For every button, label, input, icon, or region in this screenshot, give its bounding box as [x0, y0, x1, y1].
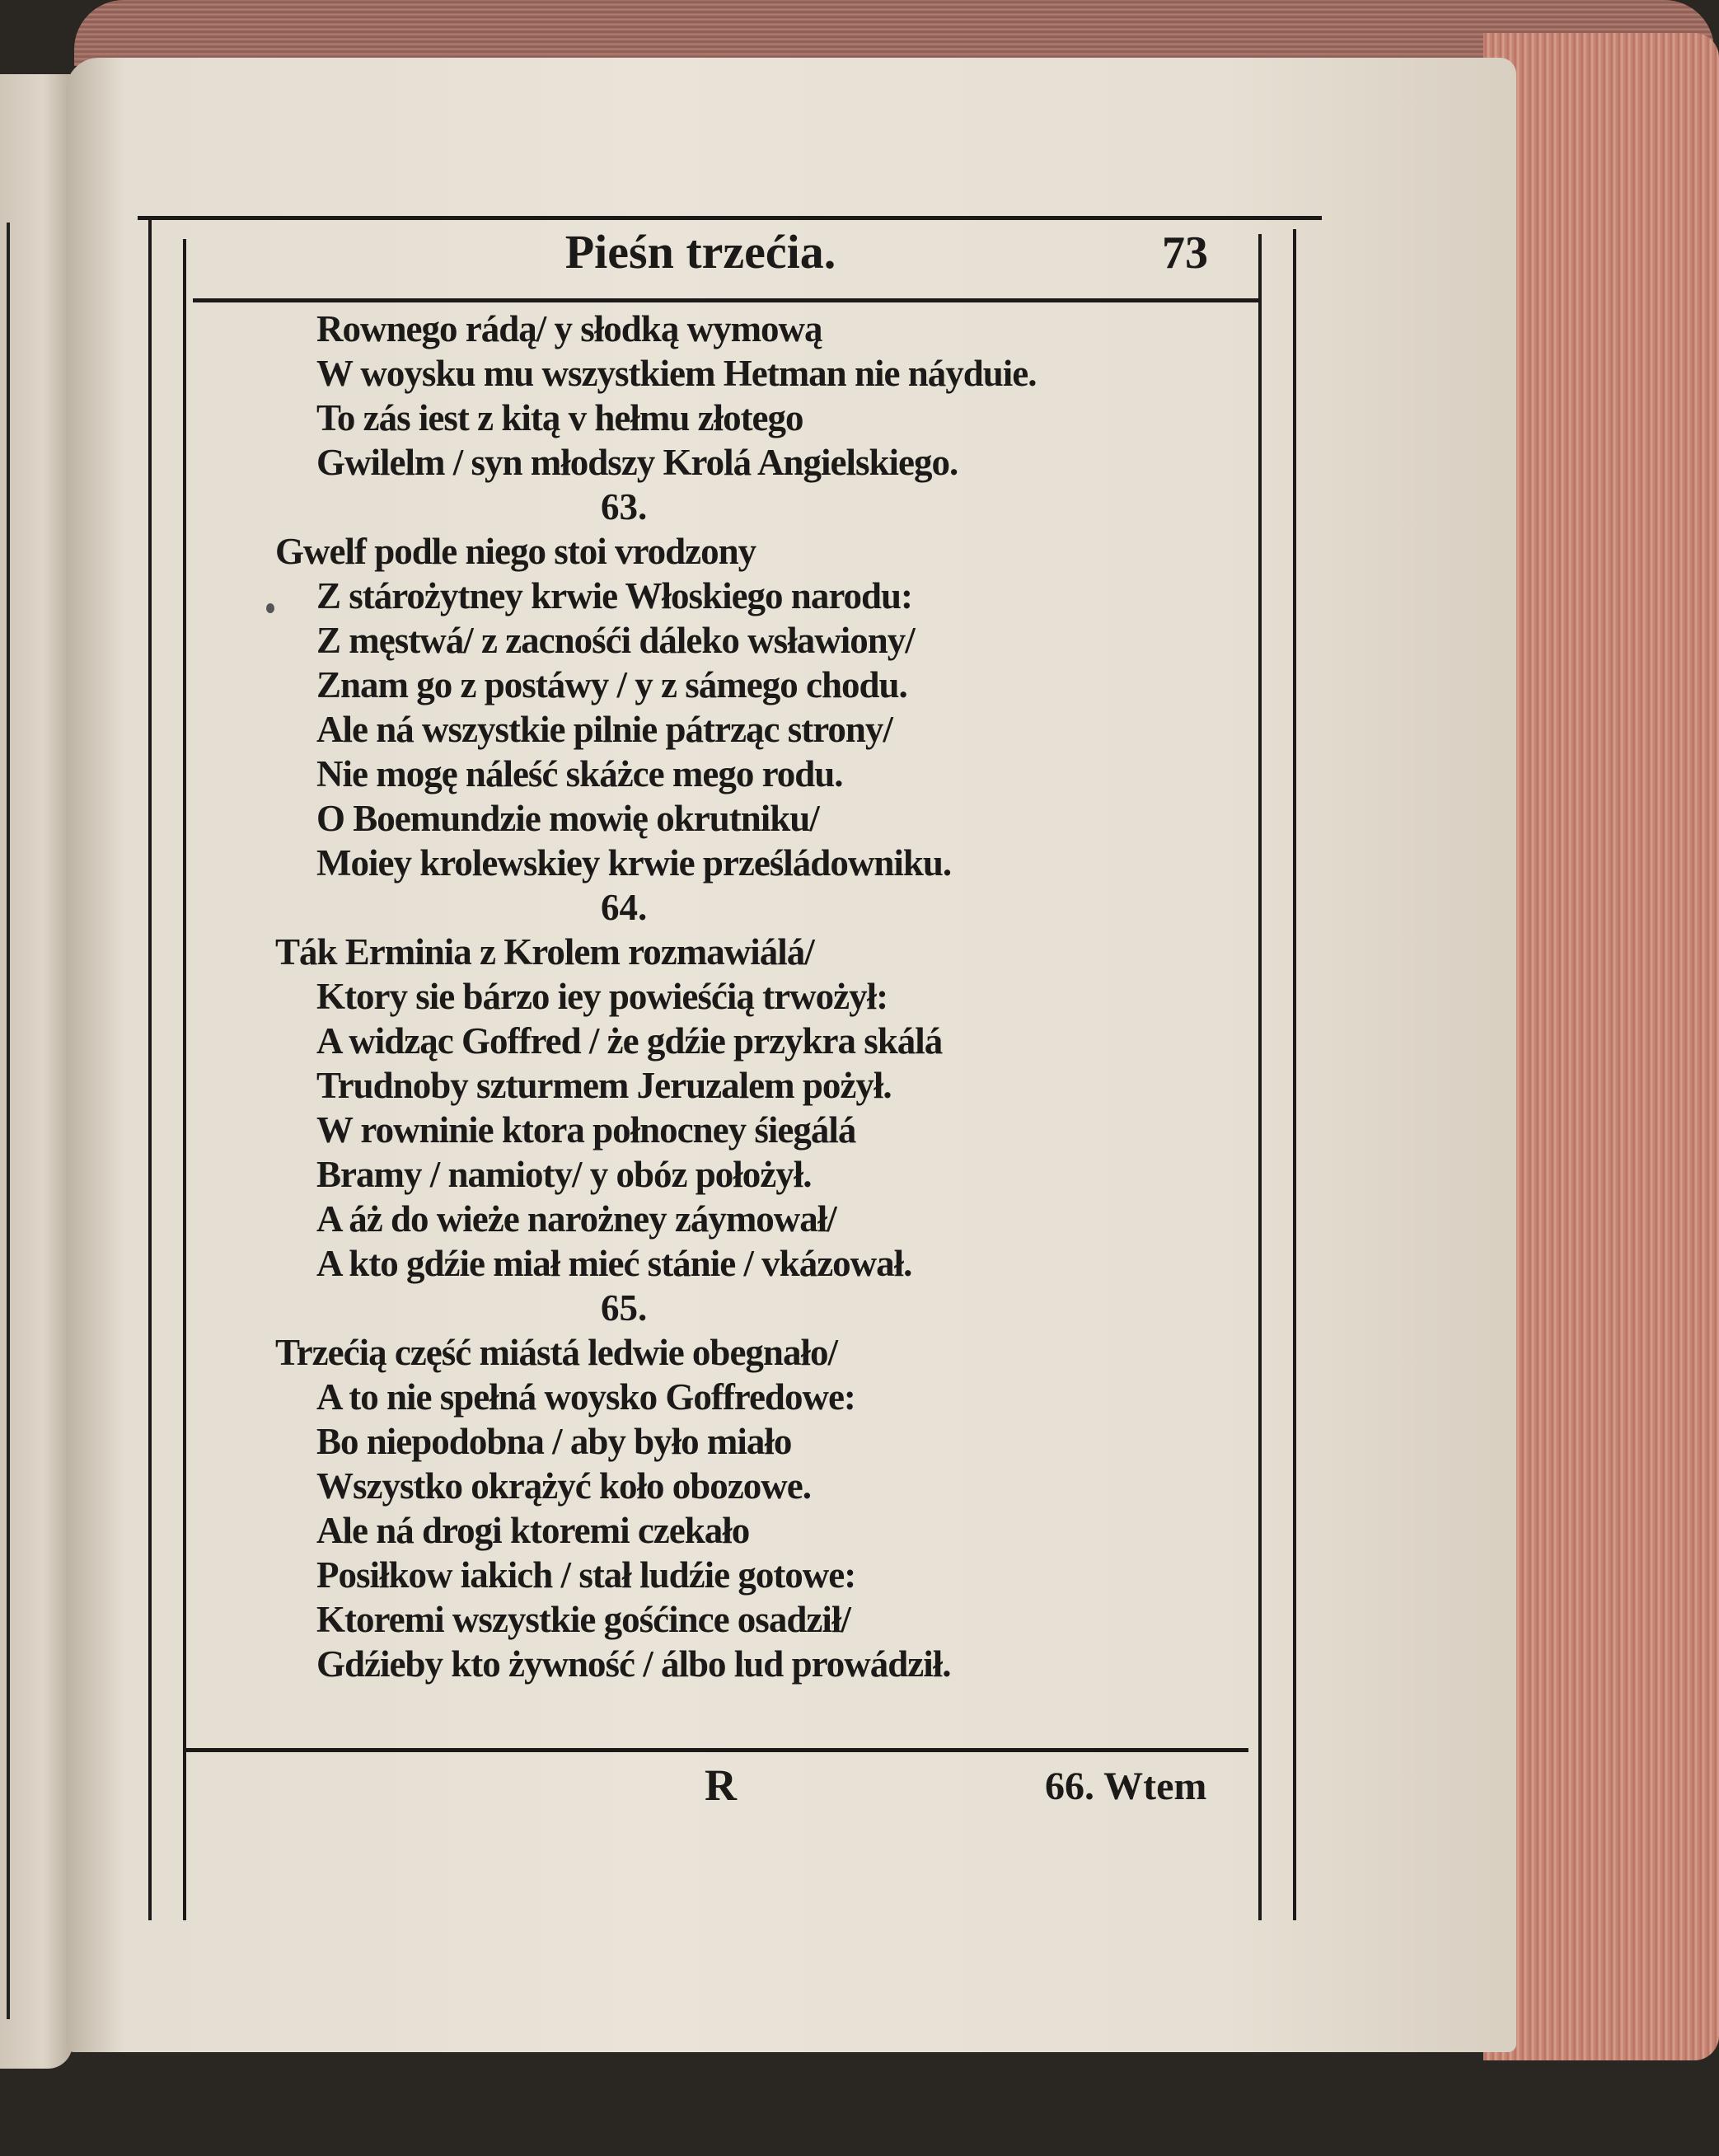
- verse-line: Ale ná drogi ktoremi czekało: [316, 1510, 750, 1551]
- stanza-number: 63.: [601, 486, 648, 527]
- frame-top-rule: [138, 216, 1322, 220]
- frame-right-outer-line: [1293, 229, 1296, 1920]
- verse-line: Bo niepodobna / aby było miało: [316, 1421, 792, 1462]
- verse-line: Trudnoby szturmem Jeruzalem pożył.: [316, 1065, 892, 1106]
- verse-line: Posiłkow iakich / stał ludźie gotowe:: [316, 1554, 856, 1596]
- margin-dot: [266, 603, 274, 613]
- frame-right-inner-line: [1258, 234, 1262, 1920]
- verse-line: W woysku mu wszystkiem Hetman nie náyduie.: [316, 353, 1037, 394]
- verse-line: A áż do wieże narożney záymował/: [316, 1198, 836, 1240]
- verse-line: Ktoremi wszystkie gośćince osadził/: [316, 1599, 850, 1640]
- verse-line: A to nie spełná woysko Goffredowe:: [316, 1376, 855, 1418]
- stanza-number: 64.: [601, 887, 648, 928]
- verse-line: To zás iest z kitą v hełmu złotego: [316, 397, 803, 438]
- verse-line: Ktory sie bárzo iey powieśćią trwożył:: [316, 976, 888, 1017]
- verse-line: Ale ná wszystkie pilnie pátrząc strony/: [316, 709, 892, 750]
- verse-line: Gwelf podle niego stoi vrodzony: [275, 531, 756, 572]
- poem-text-block: [275, 307, 1248, 1686]
- footer-rule: [185, 1748, 1248, 1752]
- left-page-edge: [0, 74, 73, 2069]
- signature-mark: R: [705, 1760, 737, 1810]
- verse-line: Wszystko okrążyć koło obozowe.: [316, 1465, 811, 1507]
- verse-line: Znam go z postáwy / y z sámego chodu.: [316, 664, 907, 705]
- book-top-edge: [74, 0, 1714, 66]
- left-page-frame-line: [7, 223, 10, 2019]
- verse-line: Rownego rádą/ y słodką wymową: [316, 308, 822, 349]
- running-head-title: Pieśn trzećia.: [564, 225, 836, 279]
- verse-line: Moiey krolewskiey krwie prześládowniku.: [316, 842, 952, 883]
- catchword: 66. Wtem: [1045, 1765, 1207, 1808]
- frame-left-inner-line: [183, 239, 186, 1920]
- verse-line: Ták Erminia z Krolem rozmawiálá/: [275, 931, 814, 973]
- header-rule: [193, 298, 1260, 302]
- book-fore-edge: [1483, 33, 1719, 2060]
- verse-line: Trzećią część miástá ledwie obegnało/: [275, 1332, 837, 1373]
- verse-line: Nie mogę náleść skáżce mego rodu.: [316, 753, 843, 794]
- page-number: 73: [1162, 227, 1208, 279]
- verse-line: W rowninie ktora połnocney śiegálá: [316, 1109, 856, 1151]
- verse-line: Bramy / namioty/ y obóz położył.: [316, 1154, 812, 1195]
- verse-line: A kto gdźie miał mieć stánie / vkázował.: [316, 1243, 912, 1284]
- frame-left-outer-line: [148, 218, 152, 1920]
- verse-line: A widząc Goffred / że gdźie przykra skálá: [316, 1020, 943, 1062]
- verse-line: Z męstwá/ z zacnośći dáleko wsławiony/: [316, 620, 915, 661]
- verse-line: Gdźieby kto żywność / álbo lud prowádził.: [316, 1643, 951, 1685]
- verse-line: Gwilelm / syn młodszy Krolá Angielskiego.: [316, 442, 958, 483]
- verse-line: O Boemundzie mowię okrutniku/: [316, 798, 819, 839]
- verse-line: Z stárożytney krwie Włoskiego narodu:: [316, 575, 913, 616]
- stanza-number: 65.: [601, 1287, 648, 1329]
